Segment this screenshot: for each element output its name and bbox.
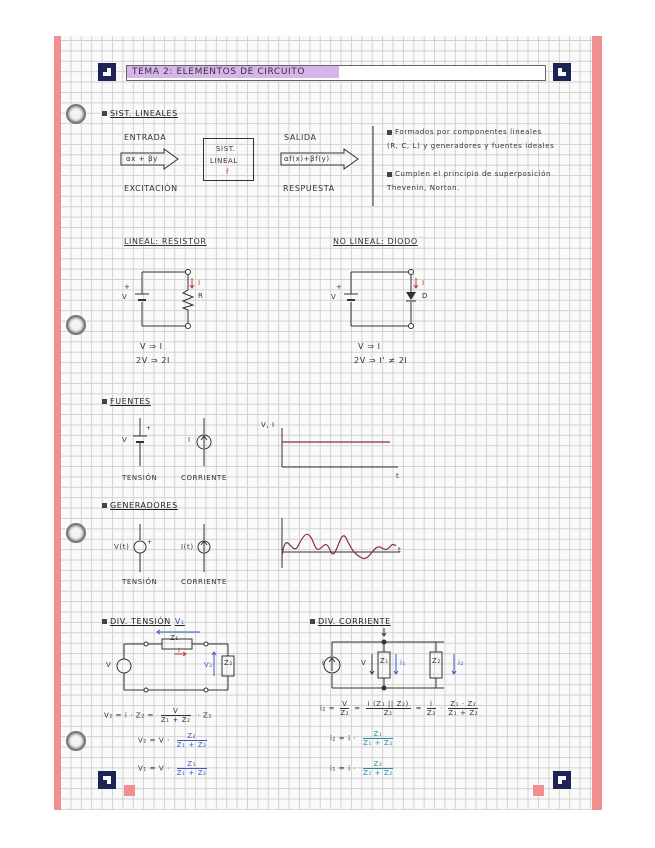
diode-plus: + (336, 283, 343, 291)
section-div-tension (102, 617, 185, 626)
diode-d-label: D (422, 292, 428, 300)
resistor-plus: + (124, 283, 131, 291)
dc-eq1-num3: i (427, 700, 436, 709)
div-tension-v2: V₂ (204, 661, 213, 669)
dc-eq1-dot: · (440, 704, 444, 713)
input-expression: αx + βy (126, 155, 158, 163)
corner-mark-bottom-right-icon (553, 771, 571, 789)
binder-hole-1 (66, 104, 86, 124)
diode-i-label: I (422, 279, 425, 287)
dc-eq1-den3: Z₂ (426, 709, 436, 717)
variable-source-graph (278, 516, 402, 572)
binder-hole-3 (66, 523, 86, 543)
bullet-icon (102, 111, 107, 116)
note-2-line-1-text: Cumplen el principio de superposición (395, 170, 552, 178)
corner-mark-bottom-left-icon (98, 771, 116, 789)
resistor-r-label: R (198, 292, 204, 300)
generador-i-label: I(t) (181, 543, 194, 551)
bullet-icon (387, 130, 392, 135)
bullet-icon (387, 172, 392, 177)
div-tension-v: V (106, 661, 112, 669)
dc-eq1-num2: i (Z₁ || Z₂) (367, 700, 409, 708)
generador-corriente-label: CORRIENTE (181, 578, 227, 586)
ideal-current-source-icon (194, 418, 218, 468)
box-line-1: SIST. (216, 145, 236, 153)
dt-eq1-den: Z₁ + Z₂ (160, 716, 191, 724)
section-sist-lineales (102, 109, 178, 118)
div-tension-v1-top: V₁ (174, 617, 185, 626)
note-2-line-2: Thevenin, Norton. (387, 184, 461, 192)
resistor-circuit (128, 262, 208, 332)
div-corriente-z1: Z₁ (380, 657, 389, 665)
page-title: TEMA 2: ELEMENTOS DE CIRCUITO (132, 67, 306, 77)
resistor-v-label: V (122, 293, 128, 301)
div-tension-eq-2 (138, 732, 211, 749)
dt-eq1-num: V (161, 707, 191, 716)
output-expression: αf(x)+βf(y) (284, 155, 330, 163)
generador-tension-label: TENSIÓN (122, 578, 158, 586)
dc-eq3-num: Z₂ (363, 760, 393, 769)
excitacion-label: EXCITACIÓN (124, 184, 178, 193)
box-line-3: f (226, 168, 230, 176)
dc-eq1-frac3 (427, 700, 436, 717)
pink-square-left (124, 785, 135, 796)
dc-eq2-frac (363, 730, 393, 747)
bullet-icon (310, 619, 315, 624)
resistor-i-label: I (198, 279, 201, 287)
graph-ylabel: V, I (261, 421, 275, 429)
svg-text:+: + (146, 425, 152, 432)
section-div-tension-label: DIV. TENSIÓN (110, 617, 171, 626)
dt-eq2-frac (177, 732, 207, 749)
section-generadores (102, 501, 178, 510)
fuente-corriente-label: CORRIENTE (181, 474, 227, 482)
dc-eq1-frac2 (366, 700, 411, 717)
dc-eq2-den: Z₁ + Z₂ (363, 739, 393, 747)
div-tension-i: i (178, 647, 181, 655)
nonlinear-eq-2: 2V ⇒ I' ≠ 2I (354, 356, 408, 365)
dt-eq3-frac (177, 760, 207, 777)
diode-circuit (337, 262, 417, 332)
section-div-corriente-label: DIV. CORRIENTE (318, 617, 391, 626)
dt-eq1-left: V₂ = i · Z₂ = (104, 711, 155, 720)
notes-divider (372, 126, 374, 206)
fuente-v-label: V (122, 436, 128, 444)
current-generator-icon (194, 524, 218, 574)
dc-eq1-num4: Z₁ · Z₂ (450, 700, 477, 708)
dc-eq3-den: Z₁ + Z₂ (363, 769, 393, 777)
dc-eq3-left: i₁ = i · (330, 764, 357, 773)
bullet-icon (102, 503, 107, 508)
dc-eq1-left: i₂ = (320, 704, 336, 713)
div-corriente-z2: Z₂ (432, 657, 441, 665)
note-1-line-2: (R, C, L) y generadores y fuentes ideales (387, 142, 555, 150)
section-generadores-label: GENERADORES (110, 501, 178, 510)
div-corriente-i: i (322, 659, 325, 667)
section-fuentes (102, 397, 151, 406)
section-div-corriente (310, 617, 391, 626)
bullet-icon (102, 399, 107, 404)
dc-eq1-equals-1: = (354, 704, 361, 713)
div-corriente-i2: i₂ (458, 659, 464, 667)
dc-eq1-num1: V (342, 700, 348, 708)
div-tension-z2: Z₂ (224, 659, 233, 667)
dt-eq2-num: Z₂ (177, 732, 207, 741)
dt-eq2-left: V₂ = V · (138, 736, 170, 745)
dc-eq3-frac (363, 760, 393, 777)
dc-eq1-den2: Z₂ (383, 709, 393, 717)
div-tension-z1: Z₁ (170, 634, 179, 642)
fuente-i-label: I (188, 436, 191, 444)
graph-xlabel: t (396, 472, 400, 480)
dt-eq3-num: Z₁ (177, 760, 207, 769)
diode-v-label: V (331, 293, 337, 301)
corner-mark-top-right-icon (553, 63, 571, 81)
right-margin-band-overlay (592, 36, 602, 810)
voltage-generator-icon (130, 524, 160, 574)
dc-eq2-left: i₂ = i · (330, 734, 357, 743)
linear-eq-2: 2V ⇒ 2I (136, 356, 171, 365)
linear-eq-1: V ⇒ I (140, 342, 163, 351)
gen-graph-xlabel: t (398, 546, 402, 554)
dt-eq3-left: V₁ = V · (138, 764, 170, 773)
pink-square-right (533, 785, 544, 796)
dt-eq1-frac (161, 707, 191, 724)
bullet-icon (102, 619, 107, 624)
dt-eq2-den: Z₁ + Z₂ (176, 741, 207, 749)
linear-heading: LINEAL: RESISTOR (124, 237, 207, 246)
binder-hole-2 (66, 315, 86, 335)
fuente-tension-label: TENSIÓN (122, 474, 158, 482)
div-tension-eq-1 (104, 707, 212, 724)
corner-mark-top-left-icon (98, 63, 116, 81)
dt-eq3-den: Z₁ + Z₂ (176, 769, 207, 777)
generador-v-label: V(t) (114, 543, 130, 551)
note-2-line-1 (387, 170, 551, 178)
dt-eq1-right: · Z₂ (197, 711, 212, 720)
note-1-line-1 (387, 128, 542, 136)
div-corriente-i1: i₁ (400, 659, 406, 667)
ideal-voltage-source-icon (130, 418, 160, 468)
dc-eq1-den4: Z₁ + Z₂ (448, 709, 479, 717)
div-corriente-eq-2 (330, 730, 397, 747)
section-fuentes-label: FUENTES (110, 397, 151, 406)
dc-eq1-frac4 (448, 700, 478, 717)
note-1-line-1-text: Formados por componentes lineales (395, 128, 542, 136)
current-divider-circuit (318, 626, 468, 696)
binder-hole-4 (66, 731, 86, 751)
dc-eq1-equals-2: = (415, 704, 423, 713)
entrada-label: ENTRADA (124, 133, 167, 142)
constant-source-graph (280, 428, 400, 472)
div-corriente-v: V (361, 659, 367, 667)
dc-eq2-num: Z₁ (363, 730, 393, 739)
salida-label: SALIDA (284, 133, 317, 142)
nonlinear-heading: NO LINEAL: DIODO (333, 237, 418, 246)
left-margin-band-overlay (54, 36, 61, 810)
dc-eq1-frac1 (340, 700, 349, 717)
nonlinear-eq-1: V ⇒ I (358, 342, 381, 351)
svg-text:+: + (147, 539, 153, 546)
div-corriente-eq-1 (320, 700, 480, 717)
dc-eq1-den1: Z₂ (340, 709, 350, 717)
div-corriente-eq-3 (330, 760, 397, 777)
respuesta-label: RESPUESTA (283, 184, 335, 193)
div-tension-eq-3 (138, 760, 211, 777)
box-line-2: LINEAL (210, 157, 238, 165)
section-sist-lineales-label: SIST. LINEALES (110, 109, 178, 118)
